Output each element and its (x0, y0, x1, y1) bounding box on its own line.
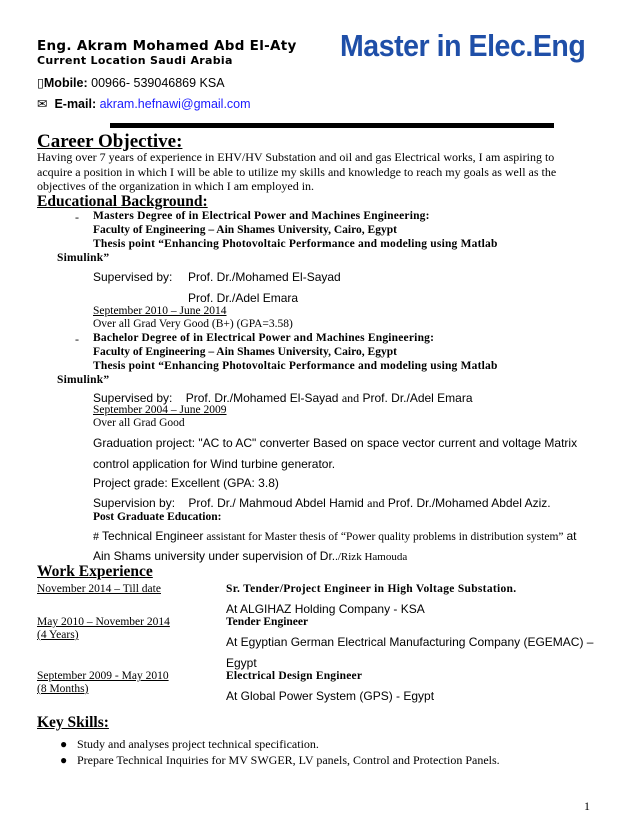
current-location: Current Location Saudi Arabia (37, 54, 233, 67)
post-grad-university: Ain Shams university under supervision of Dr. (93, 549, 336, 563)
bachelor-dates: September 2004 – June 2009 (93, 404, 227, 416)
skill-item: Prepare Technical Inquiries for MV SWGER, LV panels, Control and Protection Panels. (77, 753, 500, 767)
graduation-project-line-2: control application for Wind turbine generator. (93, 457, 336, 471)
work-dates: September 2009 - May 2010 (37, 670, 169, 682)
mobile-value: 00966- 539046869 KSA (91, 76, 225, 90)
post-grad-desc: assistant for Master thesis of “Power quality problems in distribution system” (206, 531, 564, 543)
supervision-line (93, 496, 551, 511)
career-text (37, 150, 597, 194)
work-heading: Work Experience (37, 563, 153, 580)
work-company: At Global Power System (GPS) - Egypt (226, 689, 435, 703)
supervision-label: Supervision by: (93, 496, 176, 510)
work-title: Tender Engineer (226, 616, 309, 628)
page-number: 1 (584, 799, 590, 813)
project-grade: Project grade: Excellent (GPA: 3.8) (93, 476, 279, 490)
work-dates: November 2014 – Till date (37, 583, 161, 595)
bachelor-supervised-label: Supervised by: (93, 391, 173, 405)
work-title: Electrical Design Engineer (226, 670, 363, 682)
post-grad-line-2 (93, 549, 407, 564)
supervision-1: Prof. Dr./ Mahmoud Abdel Hamid (188, 496, 364, 510)
post-grad-at: at (566, 529, 577, 543)
bachelor-thesis: Thesis point “Enhancing Photovoltaic Performance and modeling using Matlab (93, 360, 498, 372)
masters-thesis-cont: Simulink” (57, 252, 110, 264)
graduation-project-line-1: Graduation project: "AC to AC" converter Based on space vector current and voltage Matrix (93, 436, 578, 450)
bachelor-faculty: Faculty of Engineering – Ain Shames University, Cairo, Egypt (93, 346, 397, 358)
post-grad-hash: # (93, 529, 99, 543)
bachelor-supervisor-1: Prof. Dr./Mohamed El-Sayad (185, 391, 339, 405)
envelope-icon: ✉ (37, 97, 48, 111)
post-grad-role: Technical Engineer (102, 529, 204, 543)
email-line (37, 96, 251, 111)
bullet-dot: ● (60, 753, 68, 767)
career-heading: Career Objective: (37, 131, 183, 152)
masters-degree: Masters Degree of in Electrical Power and Machines Engineering: (93, 210, 430, 222)
bullet-dot: ● (60, 737, 68, 751)
work-title: Sr. Tender/Project Engineer in High Voltage Substation. (226, 583, 517, 595)
bachelor-and: and (341, 391, 360, 405)
career-line: acquire a position in which I will be able to utilize my skills and knowledge to reach my goals as well as the (37, 164, 557, 179)
degree-banner: Master in Elec.Eng (340, 28, 586, 63)
bachelor-grade: Over all Grad Good (93, 417, 185, 429)
bachelor-dash: - (75, 332, 79, 346)
work-company-cont: Egypt (226, 656, 257, 670)
bachelor-degree: Bachelor Degree of in Electrical Power and Machines Engineering: (93, 332, 435, 344)
masters-supervisor-2: Prof. Dr./Adel Emara (188, 291, 299, 305)
email-label: E-mail: (54, 97, 97, 111)
header-divider (110, 123, 554, 128)
masters-thesis: Thesis point “Enhancing Photovoltaic Performance and modeling using Matlab (93, 238, 498, 250)
skill-item: Study and analyses project technical specification. (77, 737, 319, 751)
supervision-2: Prof. Dr./Mohamed Abdel Aziz. (387, 496, 551, 510)
masters-faculty: Faculty of Engineering – Ain Shames University, Cairo, Egypt (93, 224, 397, 236)
supervision-and: and (367, 496, 385, 510)
phone-icon: ▯ (37, 76, 44, 90)
masters-supervisor-1: Prof. Dr./Mohamed El-Sayad (188, 270, 341, 284)
work-company: At Egyptian German Electrical Manufacturing Company (EGEMAC) – (226, 635, 594, 649)
candidate-name: Eng. Akram Mohamed Abd El-Aty (37, 38, 297, 54)
post-grad-heading: Post Graduate Education: (93, 511, 222, 523)
career-line: objectives of the organization in which I am employed in. (37, 179, 315, 194)
mobile-label: Mobile: (43, 76, 88, 90)
education-heading: Educational Background: (37, 193, 208, 210)
bachelor-thesis-cont: Simulink” (57, 374, 110, 386)
work-dates: May 2010 – November 2014 (37, 616, 170, 628)
mobile-line (37, 75, 225, 90)
work-company: At ALGIHAZ Holding Company - KSA (226, 602, 425, 616)
post-grad-line-1 (93, 529, 577, 544)
work-duration: (4 Years) (37, 629, 79, 641)
post-grad-supervisor: ./Rizk Hamouda (335, 551, 408, 563)
career-line: Having over 7 years of experience in EHV/HV Substation and oil and gas Electrical works, I am aspiring to (37, 150, 555, 164)
skills-heading: Key Skills: (37, 714, 109, 731)
bachelor-supervisor-2: Prof. Dr./Adel Emara (362, 391, 473, 405)
masters-dates: September 2010 – June 2014 (93, 305, 227, 317)
masters-grade: Over all Grad Very Good (B+) (GPA=3.58) (93, 318, 293, 330)
work-duration: (8 Months) (37, 683, 89, 695)
masters-dash: - (75, 210, 79, 224)
email-link[interactable]: akram.hefnawi@gmail.com (99, 97, 251, 111)
masters-supervised-label: Supervised by: (93, 270, 173, 284)
